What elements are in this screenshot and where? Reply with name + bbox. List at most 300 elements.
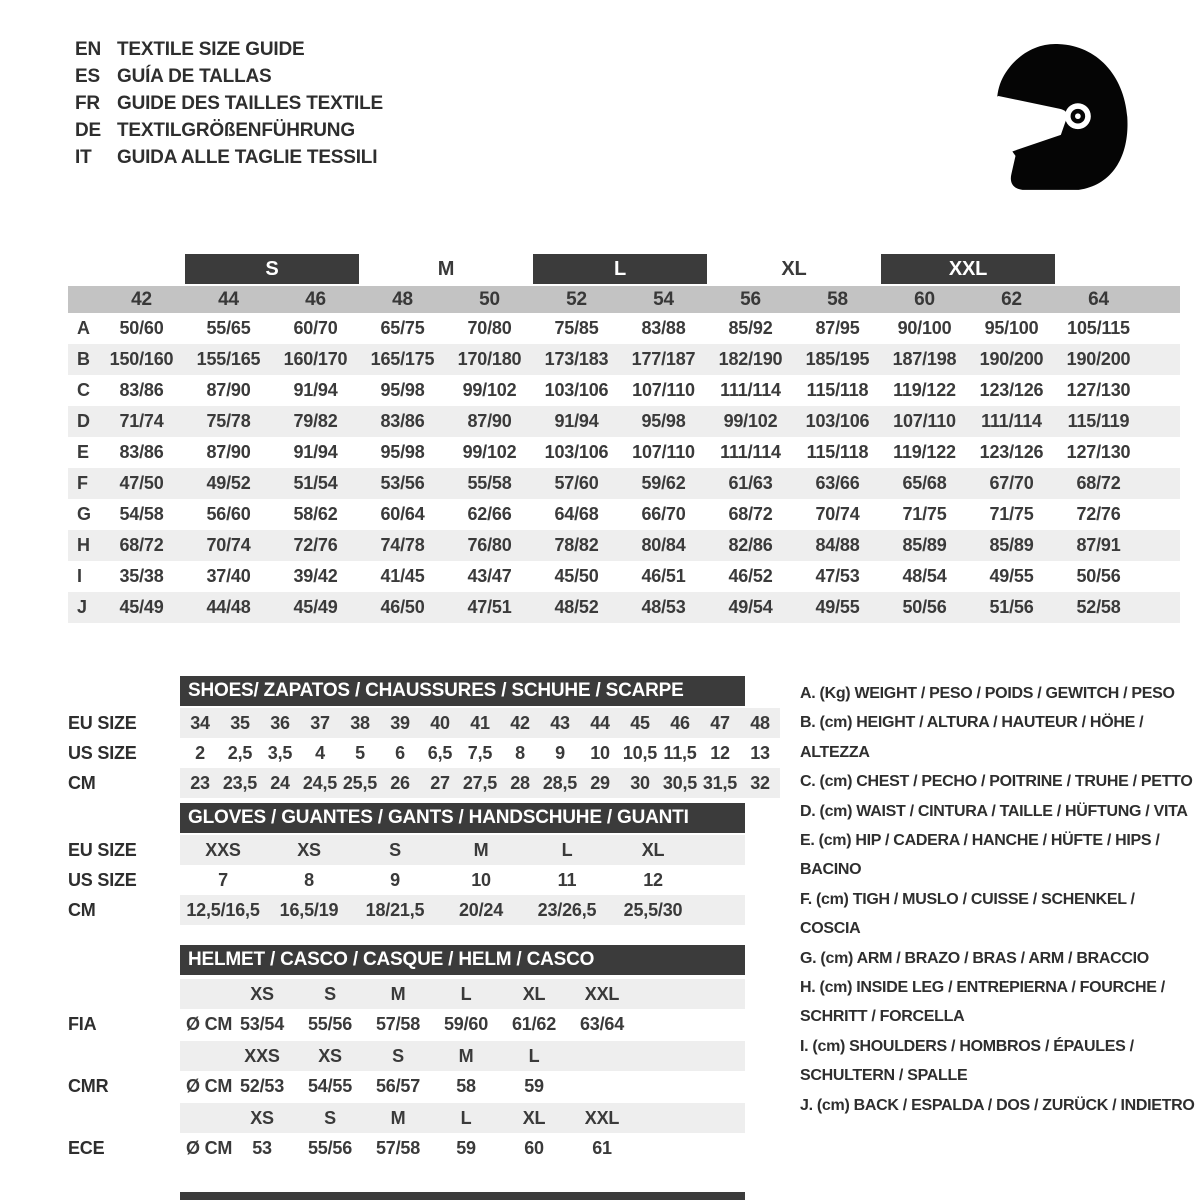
measure-value: 91/94	[293, 442, 338, 462]
measure-row-a	[68, 313, 1180, 344]
language-code: FR	[75, 92, 100, 114]
section-row	[68, 835, 745, 865]
measure-row-b	[68, 344, 1180, 375]
measure-value: 50/56	[902, 597, 947, 617]
size-value: 23/26,5	[537, 899, 597, 920]
measure-value: 83/88	[641, 318, 686, 338]
helmet-size-value: 58	[456, 1075, 476, 1096]
size-value: 7	[218, 869, 228, 890]
language-header	[75, 36, 383, 171]
helmet-size-value: 57/58	[375, 1013, 421, 1034]
size-column-header: 44	[218, 288, 239, 310]
measure-value: 53/56	[380, 473, 425, 493]
section-row	[68, 768, 780, 798]
legend-item: A. (Kg) WEIGHT / PESO / POIDS / GEWITCH / PESO	[800, 685, 1175, 702]
helmet-size-label: S	[324, 1107, 336, 1128]
size-value: 45	[630, 712, 650, 733]
size-column-header: 48	[392, 288, 413, 310]
size-value: 11,5	[663, 742, 697, 763]
helmet-size-value: 57/58	[375, 1137, 421, 1158]
size-value: 24	[270, 772, 290, 793]
size-value: 10,5	[622, 742, 658, 763]
size-value: 28,5	[542, 772, 578, 793]
size-value: 30,5	[662, 772, 698, 793]
size-value: 25,5	[342, 772, 378, 793]
helmet-size-label: M	[458, 1045, 474, 1066]
measure-value: 105/115	[1067, 318, 1130, 338]
measure-value: 95/100	[984, 318, 1039, 338]
measure-value: 50/56	[1076, 566, 1121, 586]
measure-value: 99/102	[462, 442, 517, 462]
legend-item: E. (cm) HIP / CADERA / HANCHE / HÜFTE / HIPS / BACINO	[800, 832, 1160, 879]
size-value: 34	[190, 712, 210, 733]
measure-value: 48/54	[902, 566, 947, 586]
measure-value: 45/50	[554, 566, 599, 586]
size-value: 26	[390, 772, 410, 793]
measure-value: 80/84	[641, 535, 686, 555]
guide-title: GUÍA DE TALLAS	[117, 65, 272, 87]
section-row	[68, 738, 780, 768]
size-value: 23	[190, 772, 210, 793]
measure-value: 70/74	[815, 504, 860, 524]
row-label: CM	[68, 899, 96, 920]
language-line	[75, 36, 383, 63]
helmet-size-label: XS	[250, 983, 274, 1004]
measure-value: 123/126	[979, 380, 1044, 400]
measure-value: 66/70	[641, 504, 686, 524]
legend-item: J. (cm) BACK / ESPALDA / DOS / ZURÜCK / INDIETRO	[800, 1096, 1195, 1114]
legend-item: I. (cm) SHOULDERS / HOMBROS / ÉPAULES / SCHULTERN / SPALLE	[800, 1037, 1134, 1085]
helmet-size-label: XXS	[244, 1045, 280, 1066]
helmet-icon	[975, 36, 1137, 198]
measure-row-d	[68, 406, 1180, 437]
measure-value: 170/180	[457, 349, 522, 369]
unit-label: Ø CM	[186, 1013, 233, 1034]
helmet-size-label: M	[390, 1107, 406, 1128]
measure-value: 87/91	[1076, 535, 1121, 555]
size-column-header: 58	[827, 288, 848, 310]
size-band-xxl: XXL	[881, 254, 1055, 284]
measure-value: 55/58	[467, 473, 512, 493]
size-value: 37	[310, 712, 330, 733]
size-value: 36	[270, 712, 290, 733]
measure-value: 35/38	[119, 566, 164, 586]
measure-value: 71/74	[119, 411, 164, 431]
size-value: M	[473, 839, 489, 860]
measure-value: 91/94	[293, 380, 338, 400]
measure-row-letter: C	[77, 380, 90, 400]
measure-value: 61/63	[728, 473, 773, 493]
measure-value: 91/94	[554, 411, 599, 431]
measure-value: 82/86	[728, 535, 773, 555]
measure-value: 48/53	[641, 597, 686, 617]
measure-row-letter: G	[77, 504, 91, 524]
helmet-value-row	[68, 1009, 745, 1039]
legend-item: G. (cm) ARM / BRAZO / BRAS / ARM / BRACCIO	[800, 949, 1149, 967]
size-band-row	[68, 254, 1180, 286]
section-title: HELMET / CASCO / CASQUE / HELM / CASCO	[180, 945, 745, 975]
helmet-size-value: 55/56	[307, 1137, 353, 1158]
measure-row-letter: H	[77, 535, 90, 555]
measure-value: 71/75	[989, 504, 1034, 524]
helmet-size-value: 56/57	[375, 1075, 421, 1096]
measure-value: 76/80	[467, 535, 512, 555]
section-row	[68, 895, 745, 925]
measure-row-letter: D	[77, 411, 90, 431]
size-value: 27	[430, 772, 450, 793]
size-value: 30	[630, 772, 650, 793]
size-value: 47	[710, 712, 730, 733]
size-value: 29	[590, 772, 610, 793]
measure-value: 49/52	[206, 473, 251, 493]
measure-value: 90/100	[897, 318, 952, 338]
measure-value: 72/76	[1076, 504, 1121, 524]
measure-value: 111/114	[981, 411, 1042, 431]
measure-value: 95/98	[380, 442, 425, 462]
measure-value: 47/53	[815, 566, 860, 586]
measure-value: 115/118	[806, 380, 869, 400]
size-column-header: 42	[131, 288, 152, 310]
size-value: 18/21,5	[365, 899, 425, 920]
helmet-size-label: L	[528, 1045, 540, 1066]
cropped-section-bar	[180, 1192, 745, 1200]
measure-value: 64/68	[554, 504, 599, 524]
helmet-size-value: 61/62	[511, 1013, 557, 1034]
helmet-value-row	[68, 1133, 745, 1163]
legend-item: B. (cm) HEIGHT / ALTURA / HAUTEUR / HÖHE / ALTEZZA	[800, 714, 1144, 761]
measure-value: 119/122	[893, 442, 956, 462]
measure-value: 47/50	[119, 473, 164, 493]
measure-value: 187/198	[892, 349, 957, 369]
measure-value: 190/200	[979, 349, 1044, 369]
size-value: 20/24	[458, 899, 504, 920]
size-band-m: M	[437, 257, 455, 280]
size-value: 7,5	[467, 742, 493, 763]
helmet-size-value: 52/53	[239, 1075, 285, 1096]
size-value: 28	[510, 772, 530, 793]
measure-row-g	[68, 499, 1180, 530]
measure-value: 150/160	[109, 349, 174, 369]
row-label: US SIZE	[68, 869, 137, 890]
measure-value: 44/48	[206, 597, 251, 617]
helmet-size-value: 60	[524, 1137, 544, 1158]
helmet-standard-cmr	[68, 1041, 745, 1101]
helmet-size-label: M	[390, 983, 406, 1004]
measure-row-letter: I	[77, 566, 82, 586]
standard-label: CMR	[68, 1075, 109, 1096]
section-row	[68, 708, 780, 738]
legend-item: D. (cm) WAIST / CINTURA / TAILLE / HÜFTUNG / VITA	[800, 802, 1188, 820]
row-label: EU SIZE	[68, 839, 137, 860]
measure-value: 87/95	[815, 318, 860, 338]
helmet-size-value: 53	[252, 1137, 272, 1158]
size-value: 46	[670, 712, 690, 733]
helmet-size-value: 61	[592, 1137, 612, 1158]
guide-title: GUIDA ALLE TAGLIE TESSILI	[117, 146, 378, 168]
measure-value: 45/49	[119, 597, 164, 617]
section-title: GLOVES / GUANTES / GANTS / HANDSCHUHE / GUANTI	[180, 803, 745, 833]
measure-row-letter: J	[77, 597, 87, 617]
standard-label: FIA	[68, 1013, 97, 1034]
measure-value: 84/88	[815, 535, 860, 555]
measurement-legend	[800, 679, 1198, 1120]
measure-value: 111/114	[720, 380, 781, 400]
helmet-value-row	[68, 1071, 745, 1101]
row-label: US SIZE	[68, 742, 137, 763]
legend-item: F. (cm) TIGH / MUSLO / CUISSE / SCHENKEL / COSCIA	[800, 890, 1135, 938]
measure-value: 58/62	[293, 504, 338, 524]
measure-value: 60/70	[293, 318, 338, 338]
helmet-size-value: 55/56	[307, 1013, 353, 1034]
section-title-row	[68, 676, 780, 708]
measure-row-h	[68, 530, 1180, 561]
size-value: 9	[555, 742, 565, 763]
measure-value: 103/106	[805, 411, 870, 431]
measure-value: 107/110	[893, 411, 956, 431]
measure-value: 99/102	[723, 411, 778, 431]
size-value: 5	[355, 742, 365, 763]
size-value: 3,5	[267, 742, 293, 763]
measure-value: 75/78	[206, 411, 251, 431]
numeric-size-row	[68, 286, 1180, 313]
measure-value: 83/86	[119, 442, 164, 462]
helmet-standard-fia	[68, 979, 745, 1039]
measure-value: 52/58	[1076, 597, 1121, 617]
size-value: 12	[643, 869, 663, 890]
measure-row-f	[68, 468, 1180, 499]
measure-value: 45/49	[293, 597, 338, 617]
language-code: ES	[75, 65, 100, 87]
size-band-xl: XL	[781, 257, 807, 280]
size-value: 8	[304, 869, 314, 890]
measure-row-letter: F	[77, 473, 88, 493]
size-band-s: S	[185, 254, 359, 284]
measure-value: 65/68	[902, 473, 947, 493]
measure-value: 127/130	[1066, 380, 1131, 400]
helmet-size-value: 59	[524, 1075, 544, 1096]
measure-row-i	[68, 561, 1180, 592]
size-value: 12	[710, 742, 730, 763]
measure-value: 41/45	[380, 566, 425, 586]
measure-value: 85/89	[902, 535, 947, 555]
size-value: S	[389, 839, 401, 860]
helmet-size-label: XS	[318, 1045, 342, 1066]
helmet-size-value: 54/55	[307, 1075, 353, 1096]
helmet-size-label: L	[460, 1107, 472, 1128]
measure-value: 62/66	[467, 504, 512, 524]
size-column-header: 62	[1001, 288, 1022, 310]
measure-value: 87/90	[467, 411, 512, 431]
size-value: 27,5	[462, 772, 498, 793]
size-column-header: 64	[1088, 288, 1109, 310]
helmet-size-label: XS	[250, 1107, 274, 1128]
size-value: 48	[750, 712, 770, 733]
measure-value: 72/76	[293, 535, 338, 555]
measure-value: 43/47	[467, 566, 512, 586]
measure-value: 83/86	[119, 380, 164, 400]
measure-value: 51/56	[989, 597, 1034, 617]
helmet-size-label: S	[324, 983, 336, 1004]
measure-value: 78/82	[554, 535, 599, 555]
helmet-size-value: 59	[456, 1137, 476, 1158]
size-value: 38	[350, 712, 370, 733]
helmet-size-value: 63/64	[579, 1013, 625, 1034]
measure-value: 74/78	[380, 535, 425, 555]
measure-value: 60/64	[380, 504, 425, 524]
size-value: 23,5	[222, 772, 258, 793]
size-value: 42	[510, 712, 530, 733]
size-value: 2	[195, 742, 205, 763]
measure-value: 177/187	[631, 349, 696, 369]
size-value: 43	[550, 712, 570, 733]
size-value: 40	[430, 712, 450, 733]
measure-value: 46/51	[641, 566, 686, 586]
measure-value: 115/119	[1067, 411, 1130, 431]
size-value: 39	[390, 712, 410, 733]
size-value: 12,5/16,5	[186, 899, 260, 920]
measure-value: 119/122	[893, 380, 956, 400]
measure-value: 99/102	[462, 380, 517, 400]
measure-value: 190/200	[1066, 349, 1131, 369]
size-value: 8	[515, 742, 525, 763]
helmet-size-label: L	[460, 983, 472, 1004]
measure-value: 95/98	[641, 411, 686, 431]
helmet-size-label: XL	[522, 983, 546, 1004]
helmet-size-label: XL	[522, 1107, 546, 1128]
measure-value: 87/90	[206, 442, 251, 462]
measure-value: 107/110	[632, 442, 695, 462]
measure-row-letter: E	[77, 442, 89, 462]
size-column-header: 46	[305, 288, 326, 310]
shoes-size-table	[68, 676, 780, 798]
size-value: XXS	[205, 839, 241, 860]
measure-value: 173/183	[544, 349, 609, 369]
measure-value: 55/65	[206, 318, 251, 338]
measure-value: 127/130	[1066, 442, 1131, 462]
gloves-size-table	[68, 803, 745, 925]
size-column-header: 50	[479, 288, 500, 310]
measure-value: 63/66	[815, 473, 860, 493]
measure-value: 54/58	[119, 504, 164, 524]
size-value: 9	[390, 869, 400, 890]
legend-item: C. (cm) CHEST / PECHO / POITRINE / TRUHE / PETTO	[800, 773, 1193, 791]
measure-value: 103/106	[544, 442, 609, 462]
size-value: 11	[557, 869, 577, 890]
size-column-header: 56	[740, 288, 761, 310]
size-value: 41	[470, 712, 490, 733]
size-value: 6	[395, 742, 405, 763]
measure-value: 59/62	[641, 473, 686, 493]
size-value: 2,5	[227, 742, 253, 763]
measure-value: 123/126	[979, 442, 1044, 462]
measure-value: 56/60	[206, 504, 251, 524]
measure-value: 85/92	[728, 318, 773, 338]
guide-title: TEXTILGRÖßENFÜHRUNG	[117, 119, 355, 141]
measure-value: 182/190	[718, 349, 783, 369]
language-line	[75, 63, 383, 90]
helmet-size-table	[68, 945, 745, 1163]
size-column-header: 54	[653, 288, 674, 310]
helmet-size-value: 59/60	[443, 1013, 489, 1034]
guide-title: GUIDE DES TAILLES TEXTILE	[117, 92, 383, 114]
measure-value: 57/60	[554, 473, 599, 493]
helmet-size-header-row	[68, 1103, 745, 1133]
measure-value: 115/118	[806, 442, 869, 462]
size-value: 31,5	[702, 772, 738, 793]
language-line	[75, 144, 383, 171]
size-value: 10	[590, 742, 610, 763]
measure-value: 49/55	[989, 566, 1034, 586]
measure-value: 87/90	[206, 380, 251, 400]
helmet-size-header-row	[68, 979, 745, 1009]
measure-value: 68/72	[119, 535, 164, 555]
measure-value: 39/42	[293, 566, 338, 586]
size-value: L	[561, 839, 573, 860]
measure-value: 155/165	[196, 349, 261, 369]
guide-title: TEXTILE SIZE GUIDE	[117, 38, 305, 60]
legend-item: H. (cm) INSIDE LEG / ENTREPIERNA / FOURCHE / SCHRITT / FORCELLA	[800, 979, 1165, 1026]
size-value: XL	[641, 839, 665, 860]
size-value: 16,5/19	[279, 899, 339, 920]
measure-row-e	[68, 437, 1180, 468]
helmet-size-header-row	[68, 1041, 745, 1071]
language-code: EN	[75, 38, 101, 60]
measure-value: 47/51	[467, 597, 512, 617]
helmet-size-label: XXL	[584, 1107, 620, 1128]
section-title-row	[68, 945, 745, 977]
row-label: CM	[68, 772, 96, 793]
unit-label: Ø CM	[186, 1137, 233, 1158]
measure-value: 68/72	[728, 504, 773, 524]
measure-row-c	[68, 375, 1180, 406]
measure-value: 160/170	[283, 349, 348, 369]
measure-value: 65/75	[380, 318, 425, 338]
measure-value: 49/55	[815, 597, 860, 617]
size-value: 6,5	[427, 742, 453, 763]
size-value: 35	[230, 712, 250, 733]
measure-value: 111/114	[720, 442, 781, 462]
measure-value: 37/40	[206, 566, 251, 586]
measure-value: 68/72	[1076, 473, 1121, 493]
size-value: 4	[315, 742, 325, 763]
measure-value: 50/60	[119, 318, 164, 338]
section-title: SHOES/ ZAPATOS / CHAUSSURES / SCHUHE / SCARPE	[180, 676, 745, 706]
textile-size-table	[68, 254, 1180, 623]
measure-value: 185/195	[805, 349, 870, 369]
measure-value: 83/86	[380, 411, 425, 431]
measure-value: 85/89	[989, 535, 1034, 555]
measure-value: 71/75	[902, 504, 947, 524]
language-code: DE	[75, 119, 101, 141]
helmet-standard-ece	[68, 1103, 745, 1163]
measure-value: 46/50	[380, 597, 425, 617]
language-line	[75, 90, 383, 117]
measure-value: 165/175	[370, 349, 435, 369]
size-value: 13	[750, 742, 770, 763]
size-band-l: L	[533, 254, 707, 284]
size-value: XS	[297, 839, 321, 860]
measure-value: 46/52	[728, 566, 773, 586]
unit-label: Ø CM	[186, 1075, 233, 1096]
measure-value: 51/54	[293, 473, 338, 493]
measure-value: 70/74	[206, 535, 251, 555]
measure-value: 79/82	[293, 411, 338, 431]
section-row	[68, 865, 745, 895]
measure-value: 48/52	[554, 597, 599, 617]
size-column-header: 52	[566, 288, 587, 310]
helmet-size-label: S	[392, 1045, 404, 1066]
helmet-size-value: 53/54	[239, 1013, 285, 1034]
